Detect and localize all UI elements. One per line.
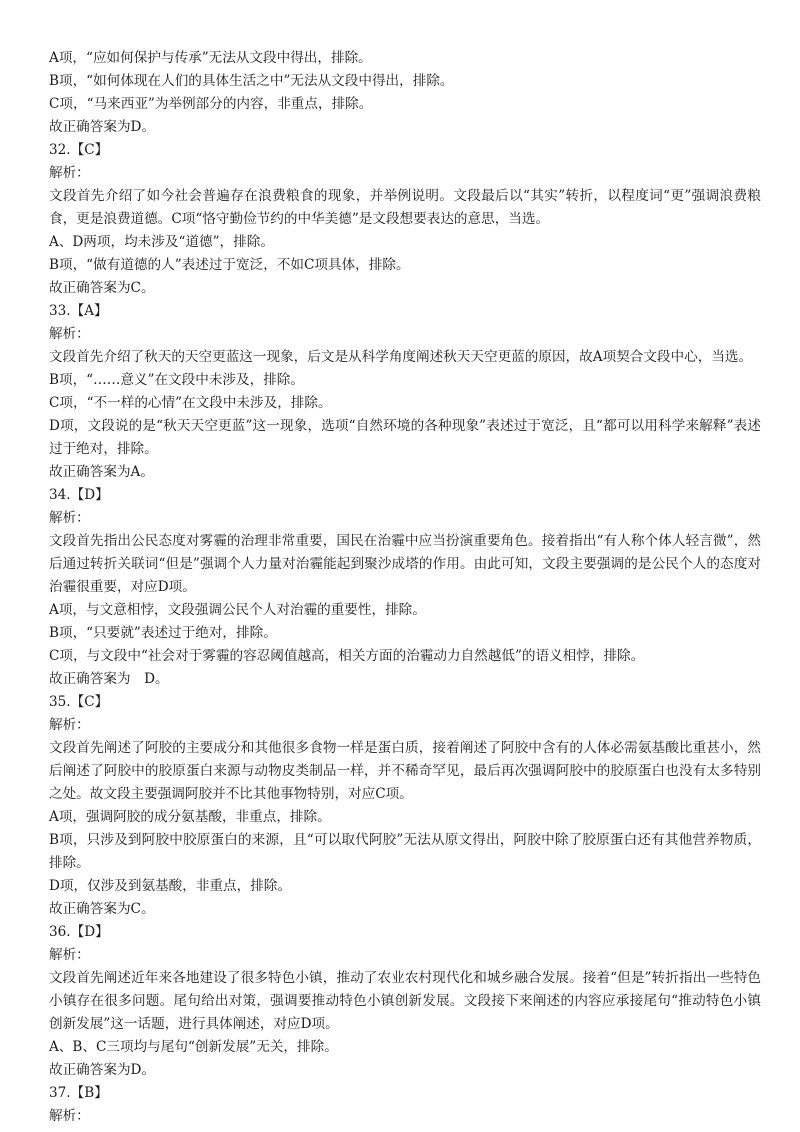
text-line: D项，文段说的是“秋天天空更蓝”这一现象，选项“自然环境的各种现象”表述过于宽泛，且“都可以用科学来解释”表述过于绝对，排除。 — [49, 418, 761, 457]
text-line: B项，“如何体现在人们的具体生活之中”无法从文段中得出，排除。 — [49, 73, 454, 89]
analysis-label: 解析： — [49, 947, 90, 963]
text-line: A项，与文意相悖，文段强调公民个人对治霾的重要性，排除。 — [49, 602, 426, 618]
analysis-label: 解析： — [49, 326, 90, 342]
text-line: B项，只涉及到阿胶中胶原蛋白的来源，且“可以取代阿胶”无法从原文得出，阿胶中除了胶原蛋白还有其他营养物质，排除。 — [49, 832, 761, 871]
text-line: B项，“只要就”表述过于绝对，排除。 — [49, 625, 277, 641]
text-line: A、B、C三项均与尾句“创新发展”无关，排除。 — [49, 1039, 338, 1055]
analysis-paragraph: 文段首先介绍了如今社会普遍存在浪费粮食的现象，并举例说明。文段最后以“其实”转折，以程度词“更”强调浪费粮食，更是浪费道德。C项“恪守勤俭节约的中华美德”是文段想要表达的意思，当选。 — [49, 188, 761, 227]
text-line: A项，“应如何保护与传承”无法从文段中得出，排除。 — [49, 50, 372, 66]
analysis-label: 解析： — [49, 717, 90, 733]
analysis-paragraph: 文段首先阐述近年来各地建设了很多特色小镇，推动了农业农村现代化和城乡融合发展。接着“但是”转折指出一些特色小镇存在很多问题。尾句给出对策，强调要推动特色小镇创新发展。文段接下来阐述的内容应承接尾句“推动特色小镇创新发展”这一话题，进行具体阐述，对应D项。 — [49, 970, 761, 1032]
question-heading: 33.【A】 — [49, 303, 108, 319]
answer-line: 故正确答案为C。 — [49, 901, 155, 917]
question-heading: 35.【C】 — [49, 694, 109, 710]
text-line: D项，仅涉及到氨基酸，非重点，排除。 — [49, 878, 291, 894]
analysis-label: 解析： — [49, 165, 90, 181]
analysis-paragraph: 文段首先指出公民态度对雾霾的治理非常重要，国民在治霾中应当扮演重要角色。接着指出“有人称个体人轻言微”，然后通过转折关联词“但是”强调个人力量对治霾能起到聚沙成塔的作用。由此可知，文段主要强调的是公民个人的态度对治霾很重要，对应D项。 — [49, 533, 761, 595]
text-line: B项，“做有道德的人”表述过于宽泛，不如C项具体，排除。 — [49, 257, 410, 273]
text-line: C项，“不一样的心情”在文段中未涉及，排除。 — [49, 395, 332, 411]
text-line: A、D两项，均未涉及“道德”，排除。 — [49, 234, 274, 250]
text-line: A项，强调阿胶的成分氨基酸，非重点，排除。 — [49, 809, 331, 825]
question-heading: 34.【D】 — [49, 487, 109, 503]
text-line: B项，“……意义”在文段中未涉及，排除。 — [49, 372, 304, 388]
analysis-paragraph: 文段首先阐述了阿胶的主要成分和其他很多食物一样是蛋白质，接着阐述了阿胶中含有的人体必需氨基酸比重甚小，然后阐述了阿胶中的胶原蛋白来源与动物皮类制品一样，并不稀奇罕见，最后再次强调阿胶中的胶原蛋白也没有太多特别之处。故文段主要强调阿胶并不比其他事物特别，对应C项。 — [49, 740, 761, 802]
text-line: C项，与文段中“社会对于雾霾的容忍阈值越高，相关方面的治霾动力自然越低”的语义相悖，排除。 — [49, 648, 645, 664]
text-line: C项，“马来西亚”为举例部分的内容，非重点，排除。 — [49, 96, 373, 112]
document-body — [49, 47, 761, 1128]
analysis-label: 解析： — [49, 510, 90, 526]
answer-line: 故正确答案为A。 — [49, 464, 154, 480]
answer-line: 故正确答案为D。 — [49, 1062, 156, 1078]
question-heading: 36.【D】 — [49, 924, 109, 940]
answer-line: 故正确答案为D。 — [49, 119, 156, 135]
question-heading: 32.【C】 — [49, 142, 109, 158]
question-heading: 37.【B】 — [49, 1085, 108, 1101]
answer-line: 故正确答案为C。 — [49, 280, 155, 296]
analysis-paragraph: 文段首先介绍了秋天的天空更蓝这一现象，后文是从科学角度阐述秋天天空更蓝的原因，故A项契合文段中心，当选。 — [49, 349, 753, 365]
answer-line: 故正确答案为 D。 — [49, 671, 169, 687]
analysis-label: 解析： — [49, 1108, 90, 1124]
